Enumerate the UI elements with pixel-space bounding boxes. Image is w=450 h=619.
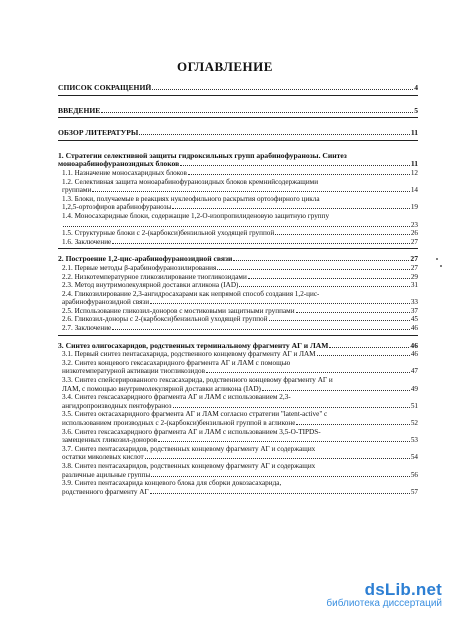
- toc-item[interactable]: 3.5. Синтез октасахаридного фрагмента АГ и ЛАМ согласно стратегии "latent-active" с: [62, 410, 328, 419]
- toc-item[interactable]: 2.7. Заключение 46: [62, 324, 418, 333]
- page-title: ОГЛАВЛЕНИЕ: [177, 59, 273, 74]
- toc-chapter-3-heading[interactable]: 3. Синтез олигосахаридов, родственных терминальному фрагменту АГ и ЛАМ 46: [58, 341, 418, 350]
- toc-label: ОБЗОР ЛИТЕРАТУРЫ: [58, 129, 139, 138]
- toc-item[interactable]: 1.6. Заключение 27: [62, 237, 418, 246]
- toc-page: 4: [414, 84, 418, 92]
- toc-item[interactable]: 3.1. Первый синтез пентасахарида, родственного концевому фрагменту АГ и ЛАМ 46: [62, 350, 418, 359]
- toc-chapter-2-heading[interactable]: 2. Построение 1,2-цис-арабинофуранозидной связи 27: [58, 255, 418, 264]
- toc-item[interactable]: 3.2. Синтез концевого гексасахаридного фрагмента АГ и ЛАМ с помощью: [62, 358, 291, 367]
- toc-item[interactable]: 3.4. Синтез гексасахаридного фрагмента АГ и ЛАМ с использованием 2,3-: [62, 393, 291, 402]
- toc-item[interactable]: 2.6. Гликозил-доноры с 2-(карбокси)бензильной уходящей группой 45: [62, 315, 418, 324]
- toc-item[interactable]: различные ацильные группы 56: [62, 470, 418, 479]
- toc-item[interactable]: 3.9. Синтез пентасахарида концевого блока для сборки докозасахарида,: [62, 479, 282, 488]
- toc-item[interactable]: 3.6. Синтез гексасахаридного фрагмента АГ и ЛАМ с использованием 3,5-О-TIPDS-: [62, 427, 321, 436]
- toc-section-literature-review[interactable]: [58, 129, 418, 138]
- toc-item[interactable]: 2.4. Гликозилирование 2,3-ангидросахарами как непрямой способ создания 1,2-цис-: [62, 289, 320, 298]
- toc-item[interactable]: 2.2. Низкотемпературное гликозилирование тиогликозидами 29: [62, 272, 418, 281]
- toc-item[interactable]: 2.5. Использование гликозил-доноров с мостиковыми защитными группами 37: [62, 306, 418, 315]
- toc-section-abbreviations[interactable]: [58, 84, 418, 93]
- toc-item[interactable]: 23: [58, 221, 418, 230]
- toc-item[interactable]: остатки миколевых кислот 54: [62, 453, 418, 462]
- watermark-subtitle: библиотека диссертаций: [326, 598, 442, 609]
- toc-item[interactable]: ЛАМ, с помощью внутримолекулярной доставки агликона (IAD) 49: [62, 384, 418, 393]
- toc-item[interactable]: использованием производных с 2-(карбокси)бензильной группой в агликоне 52: [62, 419, 418, 427]
- toc-page: 11: [410, 129, 418, 138]
- toc-item[interactable]: 1.4. Моносахаридные блоки, содержащие 1,2-О-изопропилиденовую защитную группу: [62, 211, 330, 220]
- toc-label: СПИСОК СОКРАЩЕНИЙ: [58, 84, 152, 92]
- toc-item[interactable]: группами 14: [62, 186, 418, 195]
- toc-item[interactable]: родственного фрагменту АГ 57: [62, 487, 418, 496]
- toc-page: 5: [414, 106, 418, 115]
- toc-item[interactable]: 3.3. Синтез спейсерированного гексасахарида, родственного концевому фрагменту АГ и: [62, 376, 333, 385]
- toc-item[interactable]: 1.1. Назначение моносахаридных блоков 12: [62, 168, 418, 177]
- toc-item[interactable]: 1,2,5-ортоэфиров арабинофуранозы 19: [62, 203, 418, 212]
- toc-chapter-1-heading-line1[interactable]: 1. Стратегии селективной защиты гидроксильных групп арабинофуранозы. Синтез: [58, 151, 347, 160]
- watermark: [326, 580, 442, 609]
- toc-item[interactable]: 3.8. Синтез пентасахаридов, родственных концевому фрагменту АГ и содержащих: [62, 461, 316, 470]
- table-of-contents: [58, 84, 418, 496]
- toc-page: 27: [410, 255, 418, 264]
- scan-speck: [436, 258, 438, 260]
- toc-chapter-1-heading-line2[interactable]: моноарабинофуранозидных блоков 11: [58, 160, 418, 169]
- toc-section-introduction[interactable]: [58, 107, 418, 116]
- toc-item[interactable]: 3.7. Синтез пентасахаридов, родственных концевому фрагменту АГ и содержащих: [62, 444, 316, 453]
- toc-item[interactable]: 1.5. Структурные блоки с 2-(карбокси)бензильной уходящей группой 26: [62, 229, 418, 238]
- toc-item[interactable]: 2.3. Метод внутримолекулярной доставки агликона (IAD) 31: [62, 281, 418, 290]
- toc-page: 46: [410, 341, 418, 350]
- toc-item[interactable]: замещенных гликозил-доноров 53: [62, 436, 418, 445]
- toc-item[interactable]: низкотемпературной активации тиогликозидов 47: [62, 367, 418, 376]
- toc-item[interactable]: 1.2. Селективная защита моноарабинофуранозидных блоков кремнийсодержащими: [62, 177, 319, 186]
- toc-item[interactable]: арабинофуранозидной связи 33: [62, 298, 418, 307]
- toc-item[interactable]: 1.3. Блоки, получаемые в реакциях нуклеофильного раскрытия ортоэфирного цикла: [62, 194, 320, 203]
- toc-item[interactable]: ангидропроизводных пентофураноз 51: [62, 401, 418, 410]
- toc-page: 11: [410, 160, 418, 169]
- toc-label: ВВЕДЕНИЕ: [58, 106, 101, 115]
- watermark-logo: dsLib.net: [364, 580, 442, 599]
- toc-item[interactable]: 2.1. Первые методы β-арабинофуранозилирования 27: [62, 263, 418, 272]
- scan-speck: [440, 265, 442, 267]
